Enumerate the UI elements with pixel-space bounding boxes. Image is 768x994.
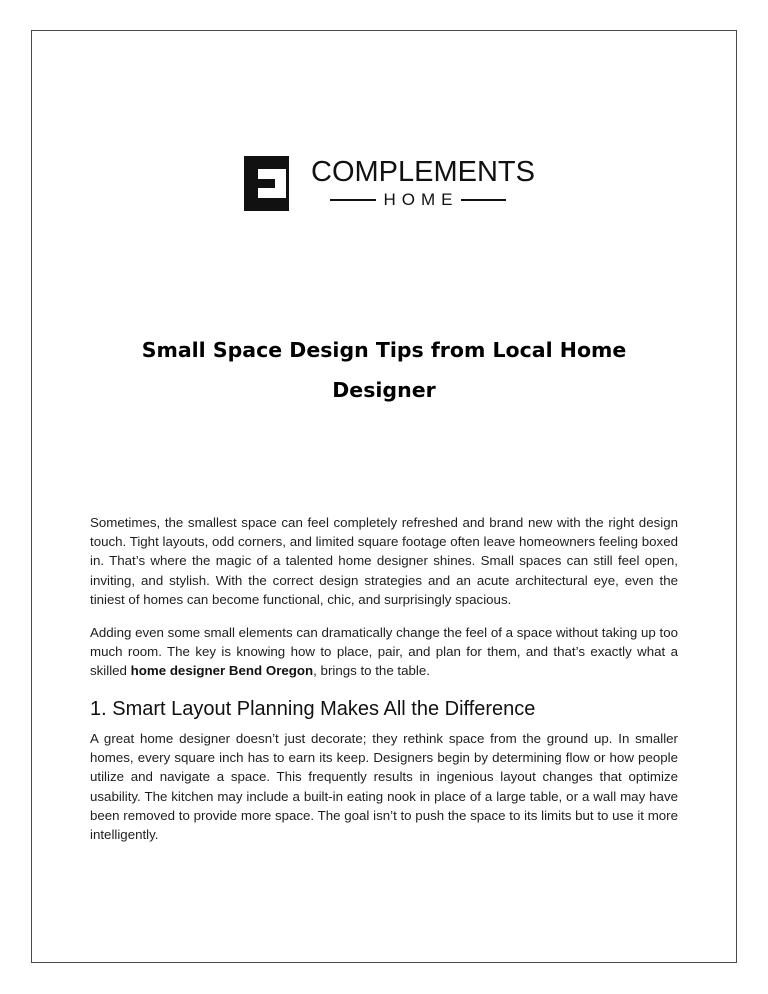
section-heading: 1. Smart Layout Planning Makes All the Difference: [90, 698, 536, 720]
second-paragraph-text-a: Adding even some small elements can dramatically change the feel of a space without taking up too much room. The key is knowing how to place, pair, and plan for them, and that’s exactly what a skilled: [90, 625, 678, 679]
logo-secondary-row: [330, 189, 506, 211]
home-designer-link[interactable]: home designer Bend Oregon: [130, 663, 314, 679]
logo-rule-right: [461, 199, 507, 201]
document-title: Small Space Design Tips from Local Home Designer: [141, 338, 627, 402]
section-paragraph: A great home designer doesn’t just decorate; they rethink space from the ground up. In smaller homes, every square inch has to earn its keep. Designers begin by determining flow or how people utilize and navigate a space. This frequently results in ingenious layout changes that optimize usability. The kitchen may include a built-in eating nook in place of a large table, or a wall may have been removed to provide more space. The goal isn’t to push the space to its limits but to use it more intelligently.: [90, 731, 678, 843]
second-paragraph-text-b: , brings to the table.: [313, 663, 430, 679]
logo-secondary-text: HOME: [383, 190, 459, 209]
intro-paragraph: Sometimes, the smallest space can feel completely refreshed and brand new with the right design touch. Tight layouts, odd corners, and limited square footage often leave homeowners feeling boxed in. That’s where the magic of a talented home designer shines. Small spaces can still feel open, inviting, and stylish. With the correct design strategies and an acute architectural eye, even the tiniest of homes can become functional, chic, and surprisingly spacious.: [90, 515, 678, 607]
company-logo: [244, 156, 534, 212]
logo-primary-text: COMPLEMENTS: [311, 156, 535, 188]
logo-mark-icon: [244, 156, 300, 211]
second-paragraph: [90, 623, 678, 681]
logo-rule-left: [330, 199, 376, 201]
